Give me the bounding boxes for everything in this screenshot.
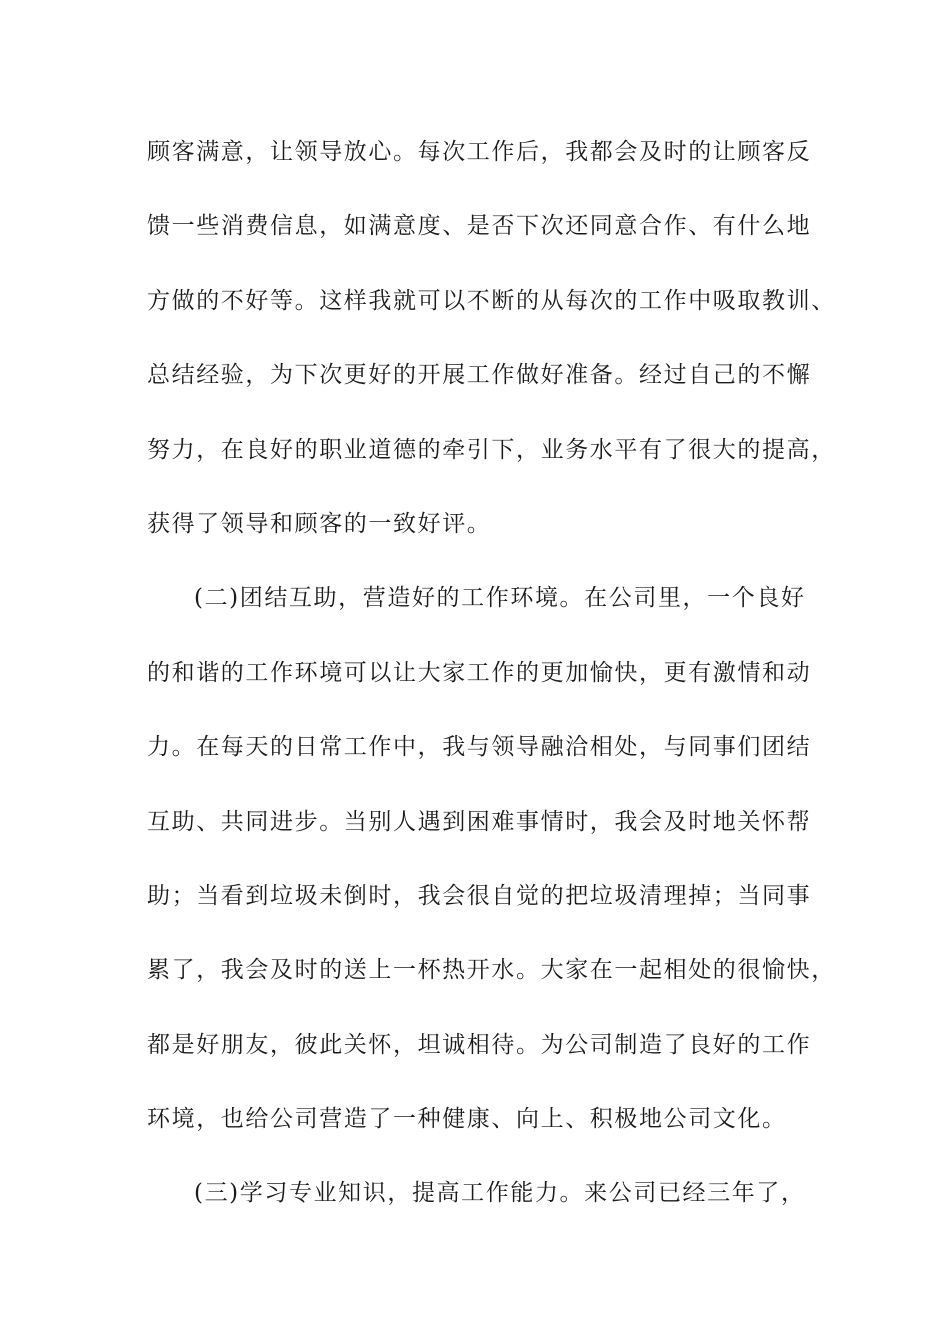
text-line: 助；当看到垃圾未倒时，我会很自觉的把垃圾清理掉；当同事 bbox=[147, 882, 812, 909]
text-line: 馈一些消费信息，如满意度、是否下次还同意合作、有什么地 bbox=[147, 213, 812, 240]
text-line: 顾客满意，让领导放心。每次工作后，我都会及时的让顾客反 bbox=[147, 139, 812, 165]
text-line: 累了，我会及时的送上一杯热开水。大家在一起相处的很愉快， bbox=[147, 957, 836, 984]
text-line: 力。在每天的日常工作中，我与领导融洽相处，与同事们团结 bbox=[147, 734, 812, 761]
text-line: 方做的不好等。这样我就可以不断的从每次的工作中吸取教训、 bbox=[147, 287, 836, 314]
text-line: 获得了领导和顾客的一致好评。 bbox=[147, 510, 492, 537]
paragraph-start-line: (三)学习专业知识，提高工作能力。来公司已经三年了， bbox=[194, 1180, 806, 1207]
text-line: 努力，在良好的职业道德的牵引下，业务水平有了很大的提高， bbox=[147, 436, 836, 463]
text-line: 总结经验，为下次更好的开展工作做好准备。经过自己的不懈 bbox=[147, 362, 812, 389]
text-line: 的和谐的工作环境可以让大家工作的更加愉快，更有激情和动 bbox=[147, 659, 812, 686]
text-line: 互助、共同进步。当别人遇到困难事情时，我会及时地关怀帮 bbox=[147, 808, 812, 835]
body-text bbox=[147, 128, 836, 1244]
paragraph-start-line: (二)团结互助，营造好的工作环境。在公司里，一个良好 bbox=[194, 585, 806, 612]
text-line: 环境，也给公司营造了一种健康、向上、积极地公司文化。 bbox=[147, 1106, 787, 1133]
text-line: 都是好朋友，彼此关怀，坦诚相待。为公司制造了良好的工作 bbox=[147, 1031, 812, 1058]
